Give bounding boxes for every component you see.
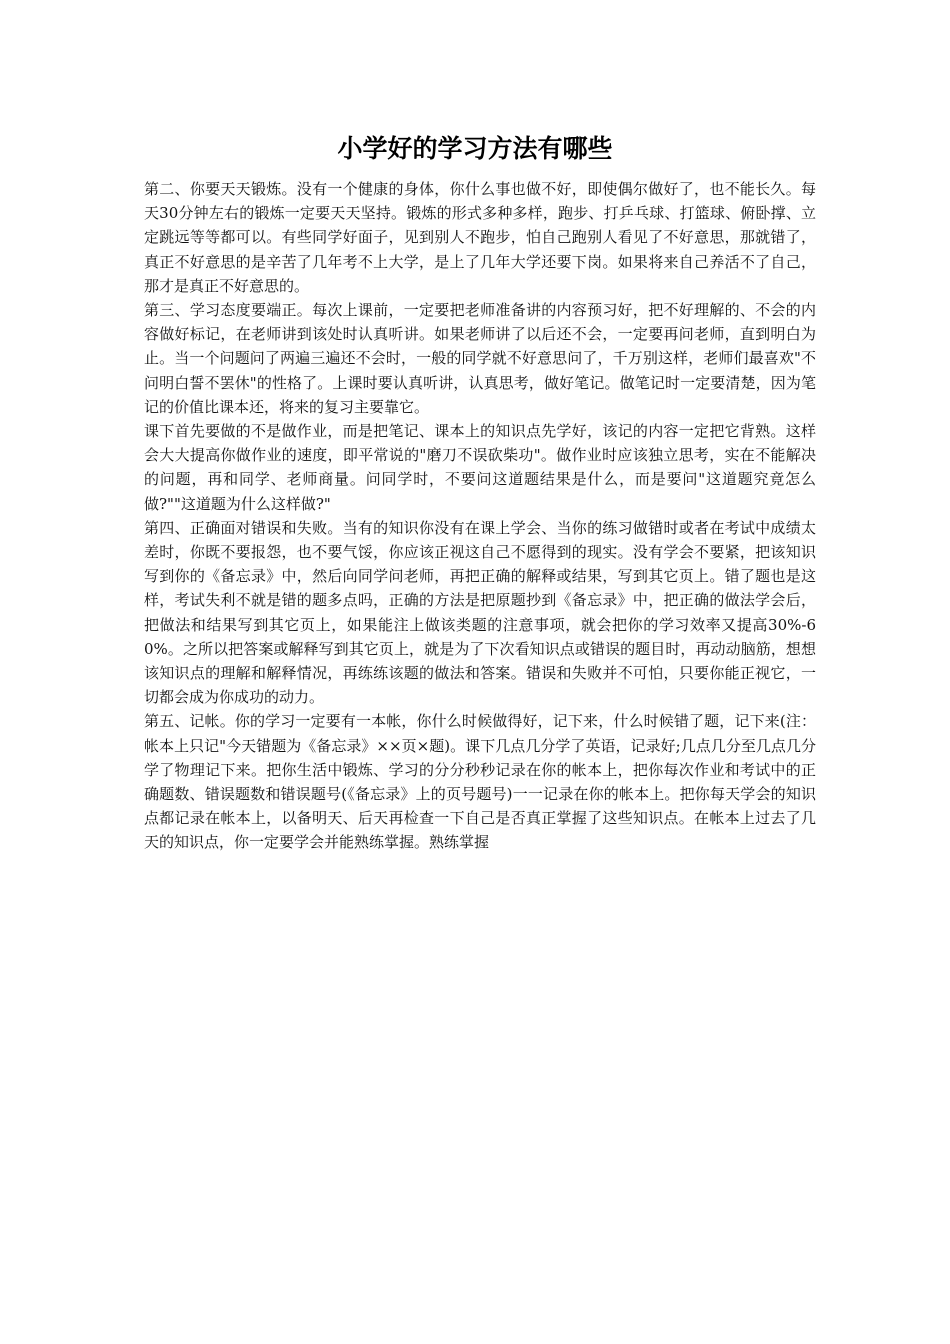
paragraph-section-three: 第三、学习态度要端正。每次上课前，一定要把老师准备讲的内容预习好，把不好理解的、不会的内容做好标记，在老师讲到该处时认真听讲。如果老师讲了以后还不会，一定要再问老师，直到明白为止。当一个问题问了两遍三遍还不会时，一般的同学就不好意思问了，千万别这样，老师们最喜欢"不问明白誓不罢休"的性格了。上课时要认真听讲，认真思考，做好笔记。做笔记时一定要清楚，因为笔记的价值比课本还，将来的复习主要靠它。 xyxy=(144,301,816,416)
paragraph-after-class: 课下首先要做的不是做作业，而是把笔记、课本上的知识点先学好，该记的内容一定把它背熟。这样会大大提高你做作业的速度，即平常说的"磨刀不误砍柴功"。做作业时应该独立思考，实在不能解决的问题，再和同学、老师商量。问同学时，不要问这道题结果是什么，而是要问"这道题究竟怎么做?""这道题为什么这样做?" xyxy=(144,422,816,513)
document-title: 小学好的学习方法有哪些 xyxy=(337,134,613,163)
paragraph-section-two: 第二、你要天天锻炼。没有一个健康的身体，你什么事也做不好，即使偶尔做好了，也不能长久。每天30分钟左右的锻炼一定要天天坚持。锻炼的形式多种多样，跑步、打乒乓球、打篮球、俯卧撑、立定跳远等等都可以。有些同学好面子，见到别人不跑步，怕自己跑别人看见了不好意思，那就错了，真正不好意思的是辛苦了几年考不上大学，是上了几年大学还要下岗。如果将来自己养活不了自己，那才是真正不好意思的。 xyxy=(144,180,816,295)
document-body xyxy=(144,177,816,855)
paragraph-section-five: 第五、记帐。你的学习一定要有一本帐，你什么时候做得好，记下来，什么时候错了题，记下来(注：帐本上只记"今天错题为《备忘录》××页×题)。课下几点几分学了英语，记录好;几点几分至几点几分学了物理记下来。把你生活中锻炼、学习的分分秒秒记录在你的帐本上，把你每次作业和考试中的正确题数、错误题数和错误题号(《备忘录》上的页号题号)一一记录在你的帐本上。把你每天学会的知识点都记录在帐本上，以备明天、后天再检查一下自己是否真正掌握了这些知识点。在帐本上过去了几天的知识点，你一定要学会并能熟练掌握。熟练掌握 xyxy=(144,712,816,852)
paragraph-section-four: 第四、正确面对错误和失败。当有的知识你没有在课上学会、当你的练习做错时或者在考试中成绩太差时，你既不要报怨，也不要气馁，你应该正视这自己不愿得到的现实。没有学会不要紧，把该知识写到你的《备忘录》中，然后向同学问老师，再把正确的解释或结果，写到其它页上。错了题也是这样，考试失利不就是错的题多点吗，正确的方法是把原题抄到《备忘录》中，把正确的做法学会后，把做法和结果写到其它页上，如果能注上做该类题的注意事项，就会把你的学习效率又提高30%-60%。之所以把答案或解释写到其它页上，就是为了下次看知识点或错误的题目时，再动动脑筋，想想该知识点的理解和解释情况，再练练该题的做法和答案。错误和失败并不可怕，只要你能正视它，一切都会成为你成功的动力。 xyxy=(144,518,816,707)
